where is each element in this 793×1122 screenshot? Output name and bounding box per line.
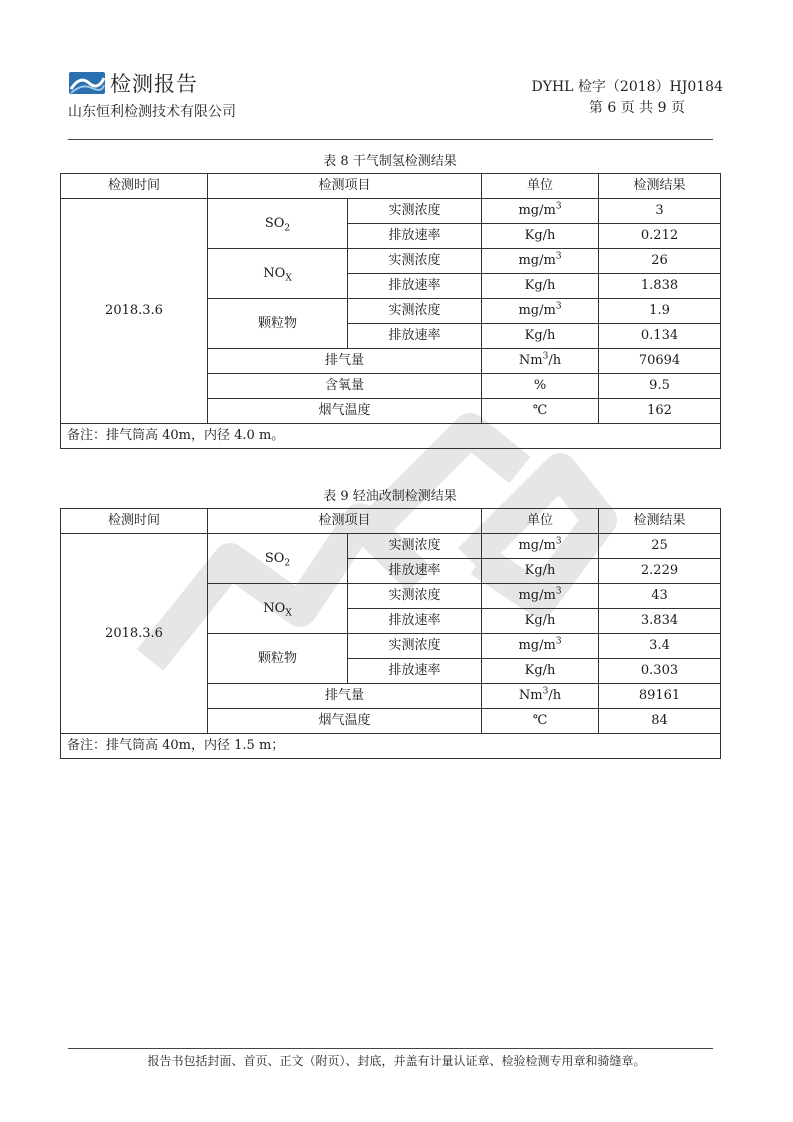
table9: [60, 508, 721, 759]
result-value: 26: [599, 249, 721, 274]
test-date: 2018.3.6: [61, 534, 208, 734]
param-name: 排放速率: [348, 609, 482, 634]
result-value: 162: [599, 399, 721, 424]
table-row: [61, 199, 721, 224]
footer-note: 报告书包括封面、首页、正文（附页）、封底，并盖有计量认证章、检验检测专用章和骑缝章。: [147, 1054, 646, 1068]
param-name: 排放速率: [348, 274, 482, 299]
header-unit: 单位: [482, 174, 599, 199]
header-item: 检测项目: [208, 509, 482, 534]
pollutant-name: $NO_X$: [208, 584, 348, 634]
unit-cell: Nm$^3$/h: [482, 684, 599, 709]
pollutant-name: 颗粒物: [208, 634, 348, 684]
extra-item-name: 烟气温度: [208, 399, 482, 424]
company-name: 山东恒利检测技术有限公司: [68, 104, 236, 120]
unit-cell: $mg/m^3$: [482, 584, 599, 609]
table9-caption: 表 9 轻油改制检测结果: [323, 489, 457, 504]
page-indicator: 第 6 页 共 9 页: [588, 100, 685, 116]
table8-note: 备注：排气筒高 40m，内径 4.0 m。: [61, 424, 721, 449]
unit-cell: Kg/h: [482, 274, 599, 299]
result-value: 1.9: [599, 299, 721, 324]
param-name: 实测浓度: [348, 634, 482, 659]
unit-cell: Kg/h: [482, 324, 599, 349]
result-value: 9.5: [599, 374, 721, 399]
param-name: 实测浓度: [348, 249, 482, 274]
header-item: 检测项目: [208, 174, 482, 199]
header-right: [531, 77, 723, 119]
result-value: 43: [599, 584, 721, 609]
table-note-row: [61, 424, 721, 449]
result-value: 1.838: [599, 274, 721, 299]
param-name: 实测浓度: [348, 534, 482, 559]
unit-cell: Kg/h: [482, 609, 599, 634]
extra-item-name: 排气量: [208, 349, 482, 374]
param-name: 排放速率: [348, 224, 482, 249]
test-date: 2018.3.6: [61, 199, 208, 424]
param-name: 实测浓度: [348, 299, 482, 324]
report-title: 检测报告: [110, 72, 198, 96]
pollutant-name: 颗粒物: [208, 299, 348, 349]
result-value: 3.4: [599, 634, 721, 659]
pollutant-name: $SO_2$: [208, 534, 348, 584]
header-divider: [68, 139, 713, 140]
table8-caption: 表 8 干气制氢检测结果: [323, 154, 457, 169]
header-result: 检测结果: [599, 509, 721, 534]
result-value: 3: [599, 199, 721, 224]
result-value: 0.212: [599, 224, 721, 249]
table9-note: 备注：排气筒高 40m，内径 1.5 m；: [61, 734, 721, 759]
unit-cell: Kg/h: [482, 224, 599, 249]
table-header-row: [61, 174, 721, 199]
unit-cell: %: [482, 374, 599, 399]
unit-cell: $mg/m^3$: [482, 199, 599, 224]
table-header-row: [61, 509, 721, 534]
extra-item-name: 含氧量: [208, 374, 482, 399]
result-value: 3.834: [599, 609, 721, 634]
unit-cell: ℃: [482, 399, 599, 424]
company-logo-icon: [68, 69, 106, 97]
unit-cell: $mg/m^3$: [482, 634, 599, 659]
footer-divider: [68, 1048, 713, 1049]
result-value: 70694: [599, 349, 721, 374]
param-name: 排放速率: [348, 559, 482, 584]
unit-cell: $mg/m^3$: [482, 299, 599, 324]
extra-item-name: 排气量: [208, 684, 482, 709]
unit-cell: Kg/h: [482, 559, 599, 584]
unit-cell: Kg/h: [482, 659, 599, 684]
result-value: 84: [599, 709, 721, 734]
unit-cell: Nm$^3$/h: [482, 349, 599, 374]
extra-item-name: 烟气温度: [208, 709, 482, 734]
pollutant-name: $SO_2$: [208, 199, 348, 249]
header-result: 检测结果: [599, 174, 721, 199]
table8: [60, 173, 721, 449]
unit-cell: ℃: [482, 709, 599, 734]
result-value: 0.134: [599, 324, 721, 349]
result-value: 2.229: [599, 559, 721, 584]
param-name: 实测浓度: [348, 199, 482, 224]
header-time: 检测时间: [61, 509, 208, 534]
result-value: 25: [599, 534, 721, 559]
pollutant-name: $NO_X$: [208, 249, 348, 299]
unit-cell: $mg/m^3$: [482, 249, 599, 274]
report-number: DYHL 检字（2018）HJ0184: [531, 79, 723, 95]
result-value: 0.303: [599, 659, 721, 684]
header-time: 检测时间: [61, 174, 208, 199]
table-row: [61, 534, 721, 559]
header-left: [68, 68, 236, 121]
param-name: 排放速率: [348, 659, 482, 684]
unit-cell: $mg/m^3$: [482, 534, 599, 559]
logo-row: [68, 68, 236, 98]
header-unit: 单位: [482, 509, 599, 534]
result-value: 89161: [599, 684, 721, 709]
param-name: 排放速率: [348, 324, 482, 349]
param-name: 实测浓度: [348, 584, 482, 609]
table-note-row: [61, 734, 721, 759]
